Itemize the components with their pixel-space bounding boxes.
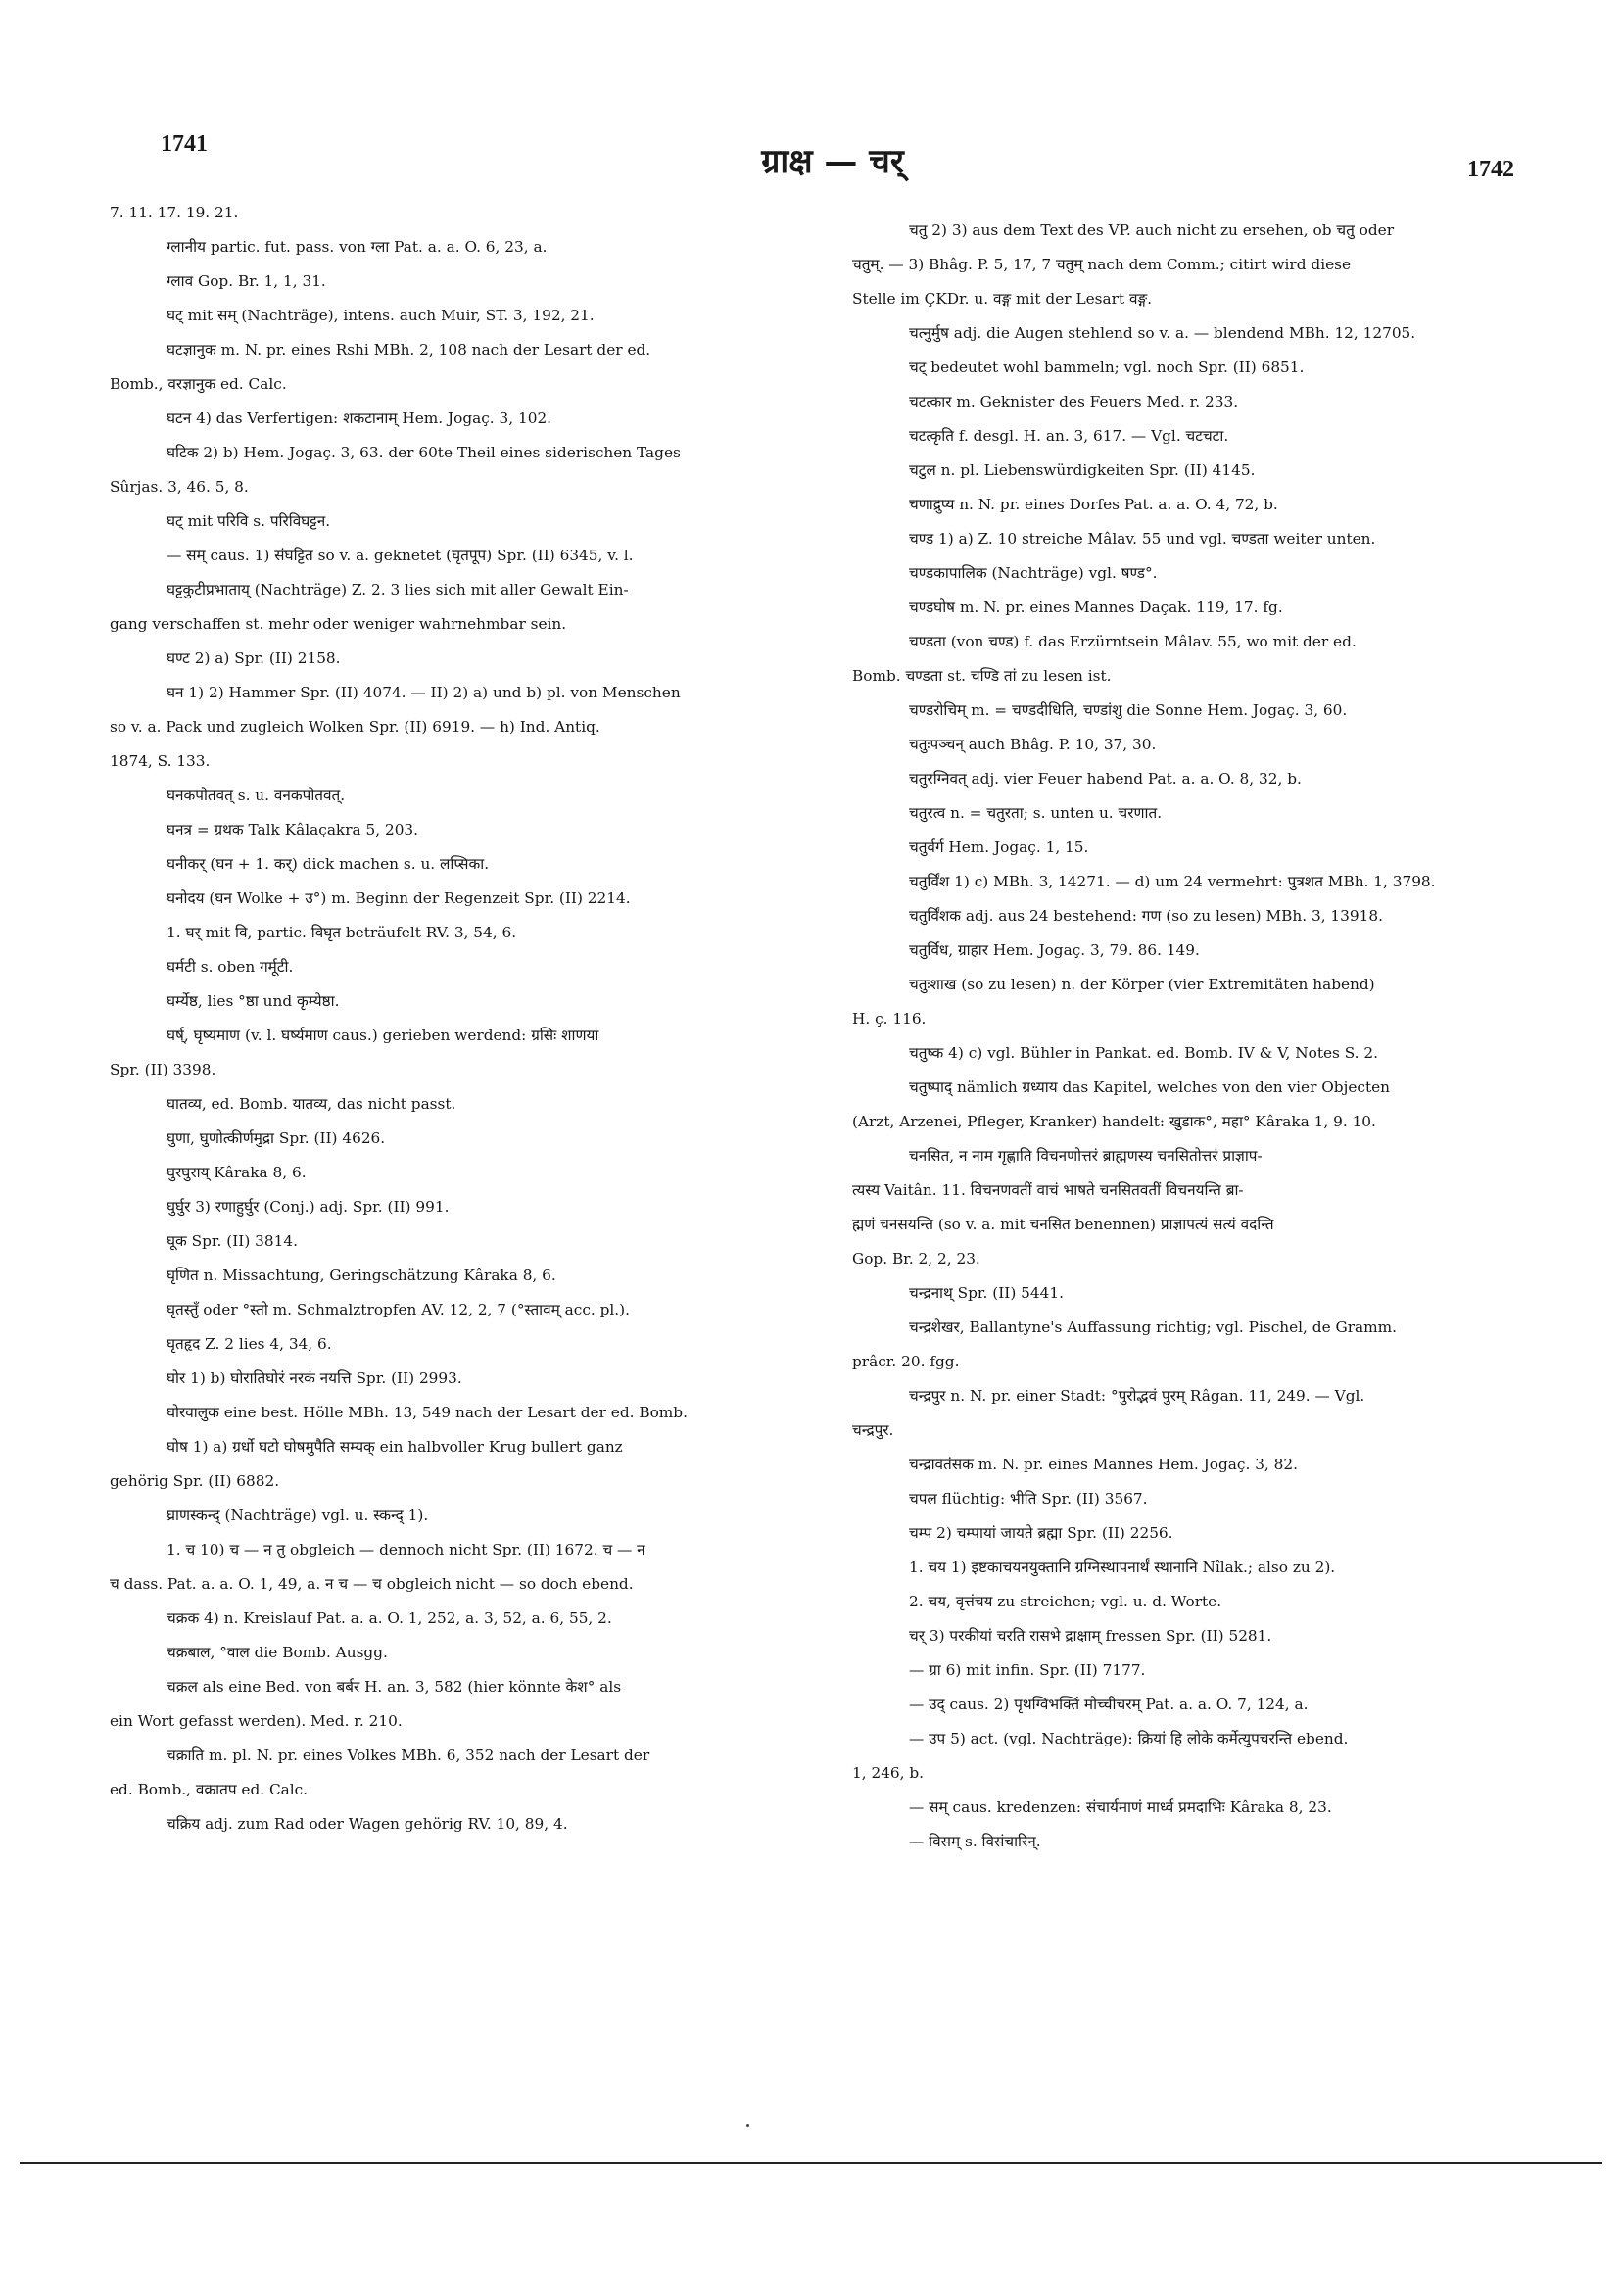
right-column: [852, 214, 1528, 1859]
entry-line: घोर 1) b) घोरातिघोरं नरकं नयत्ति Spr. (II) 2993.: [167, 1369, 462, 1387]
entry-line: ह्मणं चनसयन्ति (so v. a. mit चनसित benennen) प्राज्ञापत्यं सत्यं वदन्ति: [852, 1216, 1274, 1233]
entry-line: त्यस्य Vaitân. 11. विचनणवतीं वाचं भाषते चनसितवतीं विचनयन्ति ब्रा-: [852, 1181, 1244, 1199]
entry-line: चन्द्रावतंसक m. N. pr. eines Mannes Hem. Jogaç. 3, 82.: [909, 1456, 1298, 1473]
entry-line: 1. घर् mit वि, partic. विघृत beträufelt RV. 3, 54, 6.: [167, 924, 517, 941]
entry-line: घट् mit परिवि s. परिविघट्टन.: [167, 512, 331, 530]
entry-line: चट् bedeutet wohl bammeln; vgl. noch Spr. (II) 6851.: [909, 359, 1305, 376]
entry-line: चण्ड 1) a) Z. 10 streiche Mâlav. 55 und vgl. चण्डता weiter unten.: [909, 530, 1376, 548]
page-mark: [746, 2124, 749, 2127]
entry-line: घोरवालुक eine best. Hölle MBh. 13, 549 nach der Lesart der ed. Bomb.: [167, 1404, 688, 1421]
entry-line: घुर्घुर 3) रणाहुर्घुर (Conj.) adj. Spr. (II) 991.: [167, 1198, 450, 1216]
entry-line: चक्रल als eine Bed. von बर्बर H. an. 3, 582 (hier könnte केश° als: [167, 1678, 622, 1696]
entry-line: चतुरग्निवत् adj. vier Feuer habend Pat. a. a. O. 8, 32, b.: [909, 770, 1302, 788]
entry-line: घटज्ञानुक m. N. pr. eines Rshi MBh. 2, 108 nach der Lesart der ed.: [167, 341, 651, 359]
entry-line: घृतस्तुँ oder °स्तो m. Schmalztropfen AV. 12, 2, 7 (°स्तावम् acc. pl.).: [167, 1301, 631, 1318]
entry-line: घुरघुराय् Kâraka 8, 6.: [167, 1164, 307, 1181]
entry-line: घुणा, घुणोत्कीर्णमुद्रा Spr. (II) 4626.: [167, 1129, 386, 1147]
entry-line: चतुर्विंशक adj. aus 24 bestehend: गण (so zu lesen) MBh. 3, 13918.: [909, 907, 1383, 925]
entry-line: चतुष्क 4) c) vgl. Bühler in Pankat. ed. Bomb. IV & V, Notes S. 2.: [909, 1044, 1378, 1062]
entry-line: Stelle im ÇKDr. u. वङ्ग mit der Lesart वङ्ग.: [852, 290, 1152, 308]
entry-line: घृतहृद Z. 2 lies 4, 34, 6.: [167, 1335, 332, 1353]
entry-line: घनकपोतवत् s. u. वनकपोतवत्.: [167, 787, 346, 804]
entry-line: घर्मटी s. oben गर्मूटी.: [167, 958, 294, 976]
entry-line: चतुर्विंश 1) c) MBh. 3, 14271. — d) um 24 vermehrt: पुत्रशत MBh. 1, 3798.: [909, 873, 1436, 890]
entry-line: — उप 5) act. (vgl. Nachträge): क्रियां हि लोके कर्मेत्युपचरन्ति ebend.: [909, 1730, 1349, 1747]
entry-line: चन्द्रपुर.: [852, 1421, 894, 1439]
entry-line: चतुःपञ्चन् auch Bhâg. P. 10, 37, 30.: [909, 736, 1157, 753]
entry-line: घर्ष्, घृष्यमाण (v. l. घर्ष्यमाण caus.) gerieben werdend: ग्रसिः शाणया: [167, 1027, 599, 1044]
entry-line: घातव्य, ed. Bomb. यातव्य, das nicht passt.: [167, 1095, 456, 1113]
entry-line: चत्नुर्मुष adj. die Augen stehlend so v. a. — blendend MBh. 12, 12705.: [909, 324, 1416, 342]
entry-line: gang verschaffen st. mehr oder weniger wahrnehmbar sein.: [110, 615, 567, 633]
entry-line: 1. च 10) च — न तु obgleich — dennoch nicht Spr. (II) 1672. च — न: [167, 1541, 645, 1558]
entry-line: चन्द्रनाथ् Spr. (II) 5441.: [909, 1284, 1064, 1302]
entry-line: Gop. Br. 2, 2, 23.: [852, 1250, 980, 1268]
entry-line: चतु 2) 3) aus dem Text des VP. auch nicht zu ersehen, ob चतु oder: [909, 221, 1395, 239]
entry-line: 1. चय 1) इष्टकाचयनयुक्तानि ग्रग्निस्थापनार्थं स्थानानि Nîlak.; also zu 2).: [909, 1558, 1336, 1576]
entry-line: H. ç. 116.: [852, 1010, 927, 1028]
entry-line: चतुम्. — 3) Bhâg. P. 5, 17, 7 चतुम् nach dem Comm.; citirt wird diese: [852, 256, 1352, 273]
entry-line: चतुरत्व n. = चतुरता; s. unten u. चरणात.: [909, 804, 1163, 822]
entry-line: Bomb., वरज्ञानुक ed. Calc.: [110, 375, 287, 393]
entry-line: च dass. Pat. a. a. O. 1, 49, a. न च — च obgleich nicht — so doch ebend.: [110, 1575, 634, 1593]
entry-line: चतुर्वर्ग Hem. Jogaç. 1, 15.: [909, 838, 1089, 856]
entry-line: चतुर्विध, ग्राहार Hem. Jogaç. 3, 79. 86. 149.: [909, 941, 1200, 959]
entry-line: चन्द्रपुर n. N. pr. einer Stadt: °पुरोद्भवं पुरम् Râgan. 11, 249. — Vgl.: [909, 1387, 1365, 1405]
entry-line: घण्ट 2) a) Spr. (II) 2158.: [167, 649, 341, 667]
entry-line: चण्डघोष m. N. pr. eines Mannes Daçak. 119, 17. fg.: [909, 598, 1283, 616]
entry-line: घटिक 2) b) Hem. Jogaç. 3, 63. der 60te Theil eines siderischen Tages: [167, 444, 681, 461]
entry-line: prâcr. 20. fgg.: [852, 1353, 960, 1370]
entry-line: चण्डकापालिक (Nachträge) vgl. षण्ड°.: [909, 564, 1158, 582]
entry-line: चटत्कार m. Geknister des Feuers Med. r. 233.: [909, 393, 1239, 410]
entry-line: चम्प 2) चम्पायां जायते ब्रह्मा Spr. (II) 2256.: [909, 1524, 1173, 1542]
entry-line: चतुष्पाद् nämlich ग्रध्याय das Kapitel, welches von den vier Objecten: [909, 1078, 1391, 1096]
entry-line: — सम् caus. 1) संघट्टित so v. a. geknetet (घृतपूप) Spr. (II) 6345, v. l.: [167, 547, 634, 564]
entry-line: घृणित n. Missachtung, Geringschätzung Kâraka 8, 6.: [167, 1267, 556, 1284]
entry-line: gehörig Spr. (II) 6882.: [110, 1472, 280, 1490]
entry-line: घटन 4) das Verfertigen: शकटानाम् Hem. Jogaç. 3, 102.: [167, 409, 552, 427]
entry-line: चक्रबाल, °वाल die Bomb. Ausgg.: [167, 1644, 388, 1661]
entry-line: 1, 246, b.: [852, 1764, 925, 1782]
entry-line: चण्डता (von चण्ड) f. das Erzürntsein Mâlav. 55, wo mit der ed.: [909, 633, 1357, 650]
entry-line: — सम् caus. kredenzen: संचार्यमाणं मार्ध्व प्रमदाभिः Kâraka 8, 23.: [909, 1798, 1332, 1816]
entry-line: चपल flüchtig: भीति Spr. (II) 3567.: [909, 1490, 1148, 1507]
entry-line: ग्लानीय partic. fut. pass. von ग्ला Pat. a. a. O. 6, 23, a.: [167, 238, 548, 256]
entry-line: चक्राति m. pl. N. pr. eines Volkes MBh. 6, 352 nach der Lesart der: [167, 1746, 650, 1764]
entry-line: 7. 11. 17. 19. 21.: [110, 204, 239, 221]
entry-line: — ग्रा 6) mit infin. Spr. (II) 7177.: [909, 1661, 1146, 1679]
entry-line: चण्डरोचिम् m. = चण्डदीधिति, चण्डांशु die Sonne Hem. Jogaç. 3, 60.: [909, 701, 1348, 719]
entry-line: Bomb. चण्डता st. चण्डि तां zu lesen ist.: [852, 667, 1112, 685]
entry-line: Spr. (II) 3398.: [110, 1061, 216, 1078]
page-number-left: 1741: [161, 131, 208, 157]
entry-line: घनोदय (घन Wolke + उ°) m. Beginn der Regenzeit Spr. (II) 2214.: [167, 889, 631, 907]
entry-line: घूक Spr. (II) 3814.: [167, 1232, 298, 1250]
entry-line: चटुल n. pl. Liebenswürdigkeiten Spr. (II) 4145.: [909, 461, 1256, 479]
entry-line: चनसित, न नाम गृह्णाति विचनणोत्तरं ब्राह्मणस्य चनसितोत्तरं प्राज्ञाप-: [909, 1147, 1263, 1165]
entry-line: चक्रक 4) n. Kreislauf Pat. a. a. O. 1, 252, a. 3, 52, a. 6, 55, 2.: [167, 1609, 612, 1627]
entry-line: घन 1) 2) Hammer Spr. (II) 4074. — II) 2) a) und b) pl. von Menschen: [167, 684, 681, 701]
left-column: [110, 196, 795, 1842]
entry-line: चणाद्रुप्य n. N. pr. eines Dorfes Pat. a. a. O. 4, 72, b.: [909, 496, 1278, 513]
entry-line: — उद् caus. 2) पृथग्विभक्तिं मोच्चीचरम् Pat. a. a. O. 7, 124, a.: [909, 1696, 1309, 1713]
entry-line: (Arzt, Arzenei, Pfleger, Kranker) handelt: खुडाक°, महा° Kâraka 1, 9. 10.: [852, 1113, 1376, 1130]
entry-line: 1874, S. 133.: [110, 752, 211, 770]
entry-line: चर् 3) परकीयां चरति रासभे द्राक्षाम् fressen Spr. (II) 5281.: [909, 1627, 1272, 1645]
entry-line: ein Wort gefasst werden). Med. r. 210.: [110, 1712, 403, 1730]
entry-line: so v. a. Pack und zugleich Wolken Spr. (II) 6919. — h) Ind. Antiq.: [110, 718, 600, 736]
bottom-rule: [20, 2162, 1602, 2164]
entry-line: घनत्र = ग्रथक Talk Kâlaçakra 5, 203.: [167, 821, 419, 838]
entry-line: चटत्कृति f. desgl. H. an. 3, 617. — Vgl. चटचटा.: [909, 427, 1229, 445]
entry-line: घट् mit सम् (Nachträge), intens. auch Muir, ST. 3, 192, 21.: [167, 307, 595, 324]
entry-line: घ्राणस्कन्द् (Nachträge) vgl. u. स्कन्द् 1).: [167, 1507, 429, 1524]
running-header: ग्राक्ष — चर्: [761, 142, 904, 181]
entry-line: चतुःशाख (so zu lesen) n. der Körper (vier Extremitäten habend): [909, 976, 1375, 993]
entry-line: घट्टकुटीप्रभाताय् (Nachträge) Z. 2. 3 lies sich mit aller Gewalt Ein-: [167, 581, 629, 598]
entry-line: घनीकर् (घन + 1. कर्) dick machen s. u. लप्सिका.: [167, 855, 490, 873]
page-number-right: 1742: [1467, 157, 1514, 182]
entry-line: घोष 1) a) ग्रर्धो घटो घोषमुपैति सम्यक् ein halbvoller Krug bullert ganz: [167, 1438, 623, 1456]
entry-line: चन्द्रशेखर, Ballantyne's Auffassung richtig; vgl. Pischel, de Gramm.: [909, 1318, 1398, 1336]
entry-line: — विसम् s. विसंचारिन्.: [909, 1833, 1041, 1850]
entry-line: ग्लाव Gop. Br. 1, 1, 31.: [167, 272, 326, 290]
entry-line: घर्म्येष्ठ, lies °ष्ठा und कृम्येष्ठा.: [167, 992, 340, 1010]
entry-line: Sûrjas. 3, 46. 5, 8.: [110, 478, 249, 496]
entry-line: चक्रिय adj. zum Rad oder Wagen gehörig RV. 10, 89, 4.: [167, 1815, 568, 1833]
entry-line: ed. Bomb., वक्रातप ed. Calc.: [110, 1781, 309, 1798]
entry-line: 2. चय, वृत्तंचय zu streichen; vgl. u. d. Worte.: [909, 1593, 1222, 1610]
